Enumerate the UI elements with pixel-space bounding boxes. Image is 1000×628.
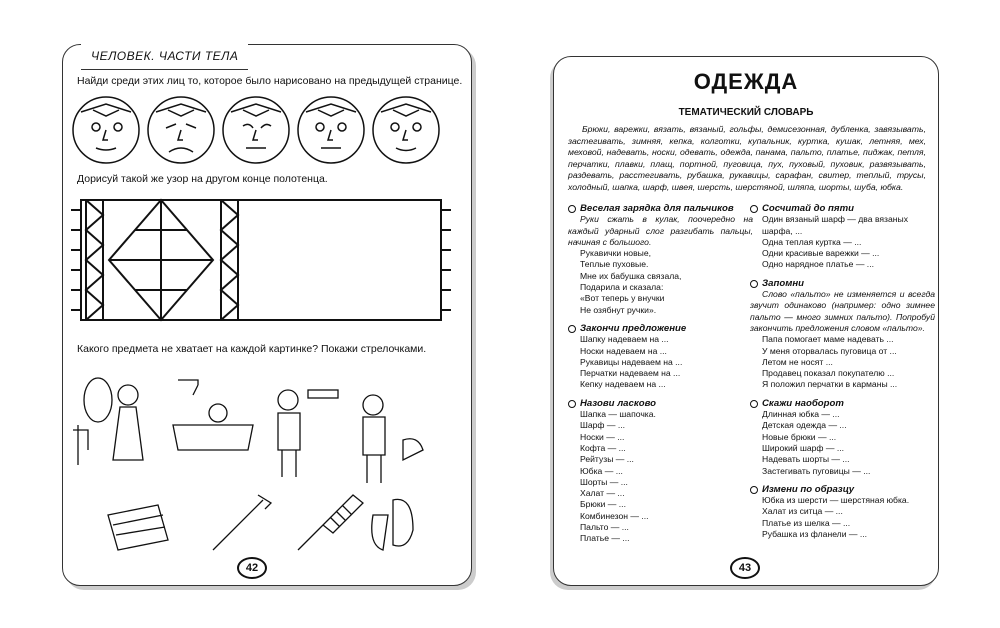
- exercise-section: [750, 398, 935, 477]
- exercise-line: Перчатки надеваем на ...: [580, 368, 681, 379]
- task-missing-item: Какого предмета не хватает на каждой картинке? Покажи стрелочками.: [77, 343, 427, 355]
- exercise-title: Закончи предложение: [568, 323, 753, 334]
- page-number: 43: [730, 557, 760, 579]
- exercise-section: [568, 398, 753, 545]
- exercises-column-right: [750, 203, 935, 547]
- exercises-column-left: [568, 203, 753, 552]
- vocabulary-text: Брюки, варежки, вязать, вязаный, гольфы, демисезонная, дубленка, завязывать, застегивать, зимняя, кепка, колготки, купальник, куртка, кушак, летняя, мех, меховой, надевать, носки, одевать, одежда, панама, пальто, платье, пиджак, петля, перчатки, плавки, плащ, портной, пуговица, пух, пуховый, пуховик, развязывать, раздевать, расстегивать, рубашка, рукавицы, сарафан, свитер, теплый, трусы, холодный, шапка, шарф, швея, шерсть, шерстяной, шляпа, шорты, шуба, юбка.: [568, 124, 926, 192]
- exercise-line: Юбка из шерсти — шерстяная юбка.: [762, 495, 910, 506]
- exercise-line: Надевать шорты — ...: [762, 454, 850, 465]
- exercise-section: [750, 203, 935, 271]
- exercise-line: Шапка — шапочка.: [580, 409, 656, 420]
- section-header: ЧЕЛОВЕК. ЧАСТИ ТЕЛА: [81, 43, 248, 70]
- exercise-line: Один вязаный шарф — два вязаных шарфа, ...: [762, 214, 909, 236]
- exercise-line: Подарила и сказала:: [580, 282, 664, 293]
- exercise-line: Носки — ...: [580, 431, 625, 442]
- exercise-section: [750, 484, 935, 540]
- faces-illustration: [63, 90, 473, 170]
- hygiene-illustrations: [68, 365, 468, 555]
- exercise-instructions: Руки сжать в кулак, поочередно на каждый ударный слог разгибать пальцы, начиная с большого.: [568, 214, 753, 247]
- exercise-line: Кепку надеваем на ...: [580, 379, 666, 390]
- exercise-line: Рубашка из фланели — ...: [762, 529, 868, 540]
- exercise-line: Застегивать пуговицы — ...: [762, 465, 871, 476]
- exercise-line: Папа помогает маме надевать ...: [762, 334, 894, 345]
- page-title: ОДЕЖДА: [693, 69, 799, 94]
- exercise-line: Одно нарядное платье — ...: [762, 259, 874, 270]
- exercise-line: Я положил перчатки в карманы ...: [762, 379, 898, 390]
- exercise-line: Кофта — ...: [580, 442, 626, 453]
- exercise-line: Платье — ...: [580, 533, 630, 544]
- exercise-line: Летом не носят ...: [762, 356, 833, 367]
- exercise-line: Юбка — ...: [580, 465, 623, 476]
- exercise-line: Шорты — ...: [580, 476, 628, 487]
- exercise-line: Новые брюки — ...: [762, 431, 837, 442]
- exercise-line: Брюки — ...: [580, 499, 626, 510]
- exercise-line: Платье из шелка — ...: [762, 517, 851, 528]
- exercise-line: Рукавицы надеваем на ...: [580, 356, 683, 367]
- exercise-line: Комбинезон — ...: [580, 510, 649, 521]
- exercise-section: [750, 278, 935, 391]
- exercise-line: Одни красивые варежки — ...: [762, 248, 880, 259]
- vocabulary-heading: ТЕМАТИЧЕСКИЙ СЛОВАРЬ: [678, 107, 814, 118]
- exercise-line: Рукавички новые,: [580, 248, 651, 259]
- exercise-line: Не озябнут ручки».: [580, 304, 657, 315]
- exercise-line: Мне их бабушка связала,: [580, 270, 682, 281]
- exercise-instructions: Слово «пальто» не изменяется и всегда звучит одинаково (например: одно зимнее пальто — много зимних пальто). Попробуй закончить предложения словом «пальто».: [750, 289, 935, 333]
- page-number: 42: [237, 557, 267, 579]
- towel-pattern: [71, 195, 451, 325]
- exercise-title: Сосчитай до пяти: [750, 203, 935, 214]
- task-faces: Найди среди этих лиц то, которое было нарисовано на предыдущей странице.: [77, 75, 463, 87]
- exercise-title: Веселая зарядка для пальчиков: [568, 203, 753, 214]
- exercise-line: Халат из ситца — ...: [762, 506, 843, 517]
- right-page: [553, 56, 939, 586]
- exercise-line: Продавец показал покупателю ...: [762, 368, 895, 379]
- exercise-line: Детская одежда — ...: [762, 420, 847, 431]
- exercise-title: Назови ласково: [568, 398, 753, 409]
- exercise-line: Халат — ...: [580, 488, 625, 499]
- exercise-line: Носки надеваем на ...: [580, 345, 667, 356]
- exercise-line: Пальто — ...: [580, 522, 629, 533]
- exercise-title: Запомни: [750, 278, 935, 289]
- exercise-line: Рейтузы — ...: [580, 454, 634, 465]
- exercise-line: Одна теплая куртка — ...: [762, 236, 862, 247]
- task-towel: Дорисуй такой же узор на другом конце полотенца.: [77, 173, 328, 185]
- exercise-title: Скажи наоборот: [750, 398, 935, 409]
- exercise-title: Измени по образцу: [750, 484, 935, 495]
- exercise-section: [568, 323, 753, 391]
- exercise-line: «Вот теперь у внучки: [580, 293, 665, 304]
- exercise-line: Теплые пуховые.: [580, 259, 649, 270]
- exercise-line: У меня оторвалась пуговица от ...: [762, 345, 897, 356]
- exercise-line: Шарф — ...: [580, 420, 626, 431]
- left-page: [62, 44, 472, 586]
- exercise-section: [568, 203, 753, 316]
- exercise-line: Длинная юбка — ...: [762, 409, 840, 420]
- exercise-line: Широкий шарф — ...: [762, 442, 845, 453]
- exercise-line: Шапку надеваем на ...: [580, 334, 669, 345]
